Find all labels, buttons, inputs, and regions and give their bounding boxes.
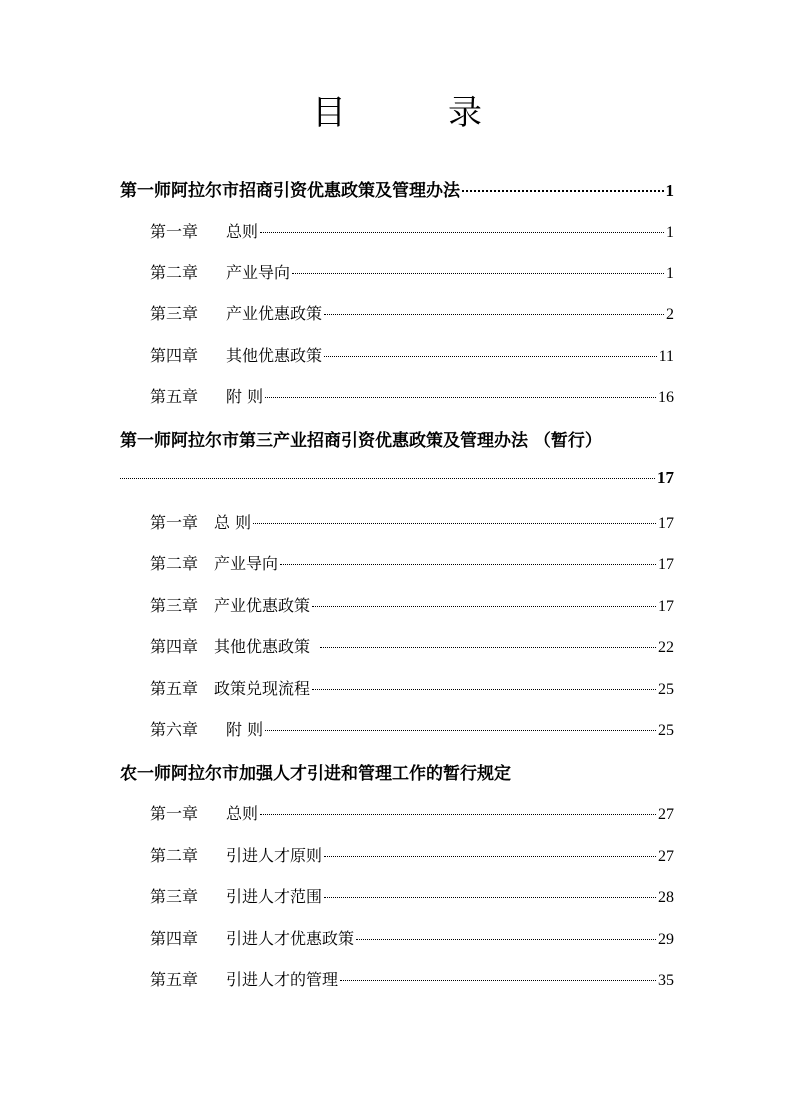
chapter-page-number: 11 — [658, 348, 674, 365]
toc-section-1[interactable] — [120, 176, 674, 201]
chapter-title: 产业导向 — [226, 263, 291, 282]
chapter-number: 第四章 — [150, 346, 199, 365]
dot-leader — [462, 190, 664, 192]
dot-leader — [320, 647, 656, 648]
chapter-title: 总则 — [226, 222, 259, 241]
dot-leader — [265, 730, 656, 731]
chapter-title: 政策兑现流程 — [214, 679, 311, 698]
chapter-title: 附 则 — [226, 387, 264, 406]
dot-leader — [324, 856, 656, 857]
chapter-number: 第三章 — [150, 887, 199, 906]
chapter-number: 第五章 — [150, 679, 199, 698]
chapter-number: 第五章 — [150, 970, 199, 989]
toc-chapter[interactable] — [150, 593, 674, 616]
chapter-page-number: 1 — [666, 265, 674, 282]
toc-chapter[interactable] — [150, 801, 674, 824]
toc-chapter[interactable] — [150, 301, 674, 324]
chapter-title: 其他优惠政策 — [214, 637, 311, 656]
chapter-title: 引进人才范围 — [226, 887, 323, 906]
dot-leader — [312, 689, 656, 690]
chapter-number: 第二章 — [150, 554, 199, 573]
toc-section-2-leader-line[interactable] — [120, 468, 674, 488]
dot-leader — [292, 273, 664, 274]
chapter-number: 第六章 — [150, 720, 199, 739]
dot-leader — [324, 356, 657, 357]
toc-chapter[interactable] — [150, 843, 674, 866]
dot-leader — [260, 232, 664, 233]
toc-chapter[interactable] — [150, 219, 674, 242]
chapter-title: 引进人才原则 — [226, 846, 323, 865]
chapter-page-number: 17 — [658, 515, 674, 532]
chapter-page-number: 1 — [666, 224, 674, 241]
chapter-page-number: 22 — [658, 639, 674, 656]
dot-leader — [265, 397, 656, 398]
toc-chapter[interactable] — [150, 551, 674, 574]
chapter-number: 第一章 — [150, 222, 199, 241]
section-page-number: 1 — [665, 181, 674, 200]
chapter-page-number: 35 — [658, 972, 674, 989]
dot-leader — [253, 523, 656, 524]
toc-chapter[interactable] — [150, 260, 674, 283]
toc-chapter[interactable] — [150, 343, 674, 366]
chapter-page-number: 17 — [658, 556, 674, 573]
dot-leader — [340, 980, 656, 981]
chapter-page-number: 2 — [666, 306, 674, 323]
chapter-title: 引进人才优惠政策 — [226, 929, 355, 948]
dot-leader — [324, 897, 656, 898]
chapter-page-number: 25 — [658, 681, 674, 698]
chapter-number: 第二章 — [150, 263, 199, 282]
chapter-number: 第一章 — [150, 804, 199, 823]
chapter-number: 第一章 — [150, 513, 199, 532]
chapter-number: 第二章 — [150, 846, 199, 865]
section-page-number: 17 — [657, 468, 674, 487]
toc-chapter[interactable] — [150, 384, 674, 407]
dot-leader — [120, 478, 655, 479]
chapter-page-number: 28 — [658, 889, 674, 906]
chapter-title: 总 则 — [214, 513, 252, 532]
toc-section-3[interactable] — [120, 759, 674, 784]
section-title: 第一师阿拉尔市招商引资优惠政策及管理办法 — [120, 181, 460, 201]
toc-chapter[interactable] — [150, 634, 674, 657]
chapter-title: 产业优惠政策 — [214, 596, 311, 615]
chapter-page-number: 25 — [658, 722, 674, 739]
toc-chapter[interactable] — [150, 510, 674, 533]
chapter-number: 第四章 — [150, 929, 199, 948]
chapter-page-number: 27 — [658, 848, 674, 865]
chapter-title: 产业导向 — [214, 554, 279, 573]
toc-section-2[interactable] — [120, 426, 674, 451]
chapter-number: 第三章 — [150, 304, 199, 323]
chapter-number: 第四章 — [150, 637, 199, 656]
chapter-title: 其他优惠政策 — [226, 346, 323, 365]
chapter-title: 总则 — [226, 804, 259, 823]
chapter-title: 产业优惠政策 — [226, 304, 323, 323]
chapter-page-number: 16 — [658, 389, 674, 406]
dot-leader — [356, 939, 656, 940]
chapter-page-number: 17 — [658, 598, 674, 615]
toc-chapter[interactable] — [150, 926, 674, 949]
section-title: 第一师阿拉尔市第三产业招商引资优惠政策及管理办法 （暂行） — [120, 431, 602, 451]
toc-chapter[interactable] — [150, 884, 674, 907]
dot-leader — [312, 606, 656, 607]
section-title: 农一师阿拉尔市加强人才引进和管理工作的暂行规定 — [120, 764, 511, 784]
chapter-title: 引进人才的管理 — [226, 970, 339, 989]
chapter-title: 附 则 — [226, 720, 264, 739]
chapter-number: 第五章 — [150, 387, 199, 406]
dot-leader — [280, 564, 656, 565]
chapter-page-number: 27 — [658, 806, 674, 823]
toc-chapter[interactable] — [150, 676, 674, 699]
chapter-number: 第三章 — [150, 596, 199, 615]
toc-title: 目 录 — [312, 93, 516, 133]
dot-leader — [260, 814, 656, 815]
dot-leader — [324, 314, 664, 315]
toc-chapter[interactable] — [150, 967, 674, 990]
chapter-page-number: 29 — [658, 931, 674, 948]
toc-chapter[interactable] — [150, 717, 674, 740]
